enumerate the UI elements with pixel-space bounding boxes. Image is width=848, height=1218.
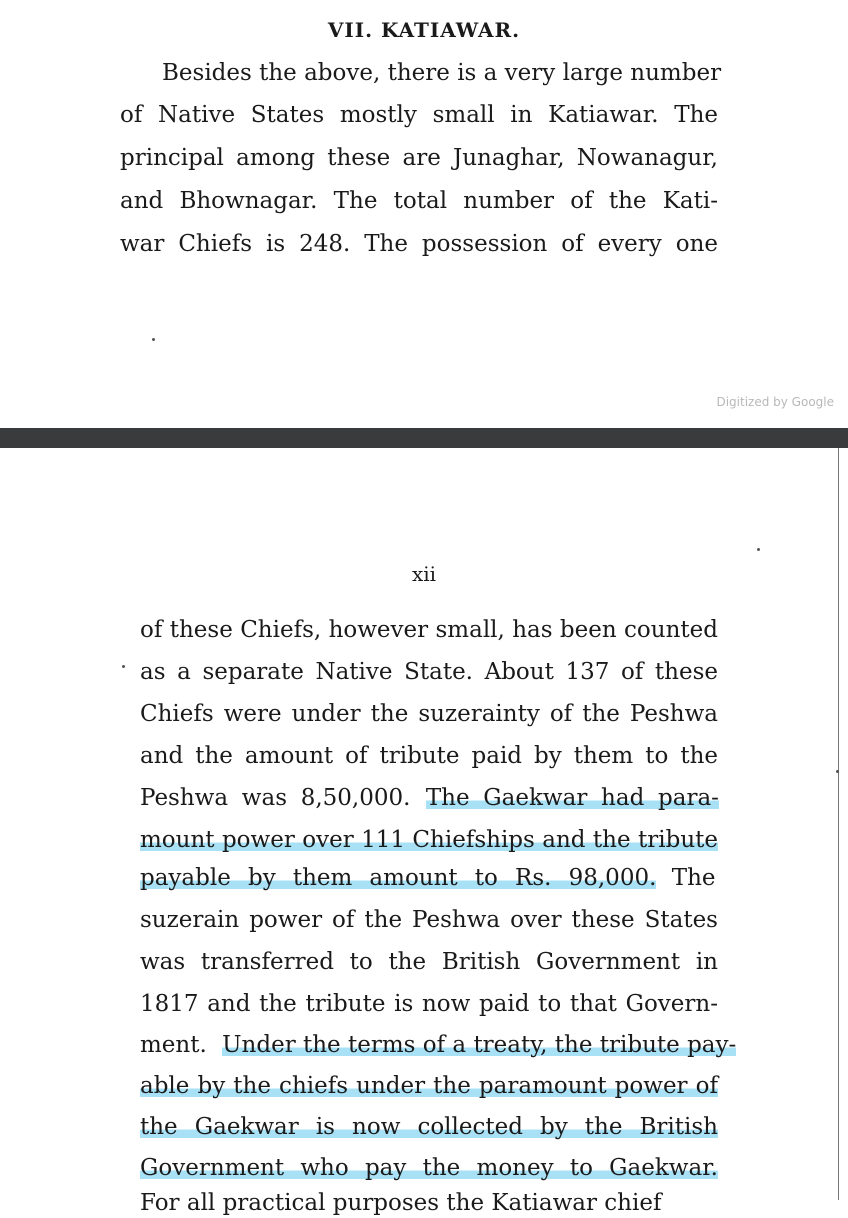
scan-speck (152, 338, 155, 341)
text-line: as a separate Native State. About 137 of these (140, 659, 718, 685)
text-line: and Bhownagar. The total number of the Kati- (120, 188, 718, 214)
top-page (0, 0, 848, 428)
scan-speck (836, 770, 839, 773)
cutoff-line (140, 1188, 718, 1216)
text-line: was transferred to the British Government in (140, 949, 718, 975)
bottom-line-6 (140, 825, 718, 855)
text-line: Peshwa was 8,50,000. (140, 785, 411, 811)
bottom-line-5 (140, 783, 718, 813)
highlighted-text: The Gaekwar had para- (425, 785, 719, 811)
text-line: 1817 and the tribute is now paid to that Govern- (140, 991, 718, 1017)
text-line: of these Chiefs, however small, has been counted (140, 617, 718, 643)
top-line-5 (120, 229, 718, 259)
digitized-watermark: Digitized by Google (716, 395, 834, 409)
bottom-line-9 (140, 947, 718, 977)
page-divider (0, 428, 848, 448)
highlighted-text: Under the terms of a treaty, the tribute pay- (222, 1032, 737, 1058)
bottom-line-4 (140, 741, 718, 771)
page-number: xii (411, 562, 437, 586)
highlighted-text: mount power over 111 Chiefships and the tribute (140, 827, 718, 853)
top-line-1 (162, 58, 722, 88)
top-line-3 (120, 143, 718, 173)
bottom-line-8 (140, 905, 718, 935)
text-line: suzerain power of the Peshwa over these States (140, 907, 718, 933)
scan-edge-line (838, 448, 839, 1200)
bottom-line-2 (140, 657, 718, 687)
text-line: war Chiefs is 248. The possession of every one (120, 231, 718, 257)
text-line: ment. (140, 1032, 207, 1058)
highlighted-text: payable by them amount to Rs. 98,000. (140, 865, 657, 891)
text-line: of Native States mostly small in Katiawar. The (120, 102, 718, 128)
top-line-2 (120, 100, 718, 130)
highlighted-text: able by the chiefs under the paramount power of (140, 1073, 718, 1099)
bottom-line-7 (140, 863, 718, 893)
highlighted-text: Government who pay the money to Gaekwar. (140, 1155, 718, 1181)
section-heading: VII. KATIAWAR. (327, 18, 521, 42)
text-line: Chiefs were under the suzerainty of the Peshwa (140, 701, 718, 727)
bottom-line-10 (140, 989, 718, 1019)
text-line: principal among these are Junaghar, Nowanagur, (120, 145, 718, 171)
text-line: For all practical purposes the Katiawar chief (140, 1190, 662, 1216)
bottom-line-11 (140, 1030, 737, 1060)
text-line: Besides the above, there is a very large number (162, 60, 722, 86)
bottom-line-13 (140, 1112, 718, 1142)
bottom-line-3 (140, 699, 718, 729)
scan-edge (830, 448, 848, 1200)
highlighted-text: the Gaekwar is now collected by the British (140, 1114, 718, 1140)
text-line: and the amount of tribute paid by them to the (140, 743, 718, 769)
scan-speck (122, 665, 125, 668)
bottom-line-14 (140, 1153, 718, 1183)
bottom-line-12 (140, 1071, 718, 1101)
scan-speck (757, 548, 760, 551)
bottom-line-1 (140, 615, 718, 645)
text-line: The (671, 865, 716, 891)
top-line-4 (120, 186, 718, 216)
